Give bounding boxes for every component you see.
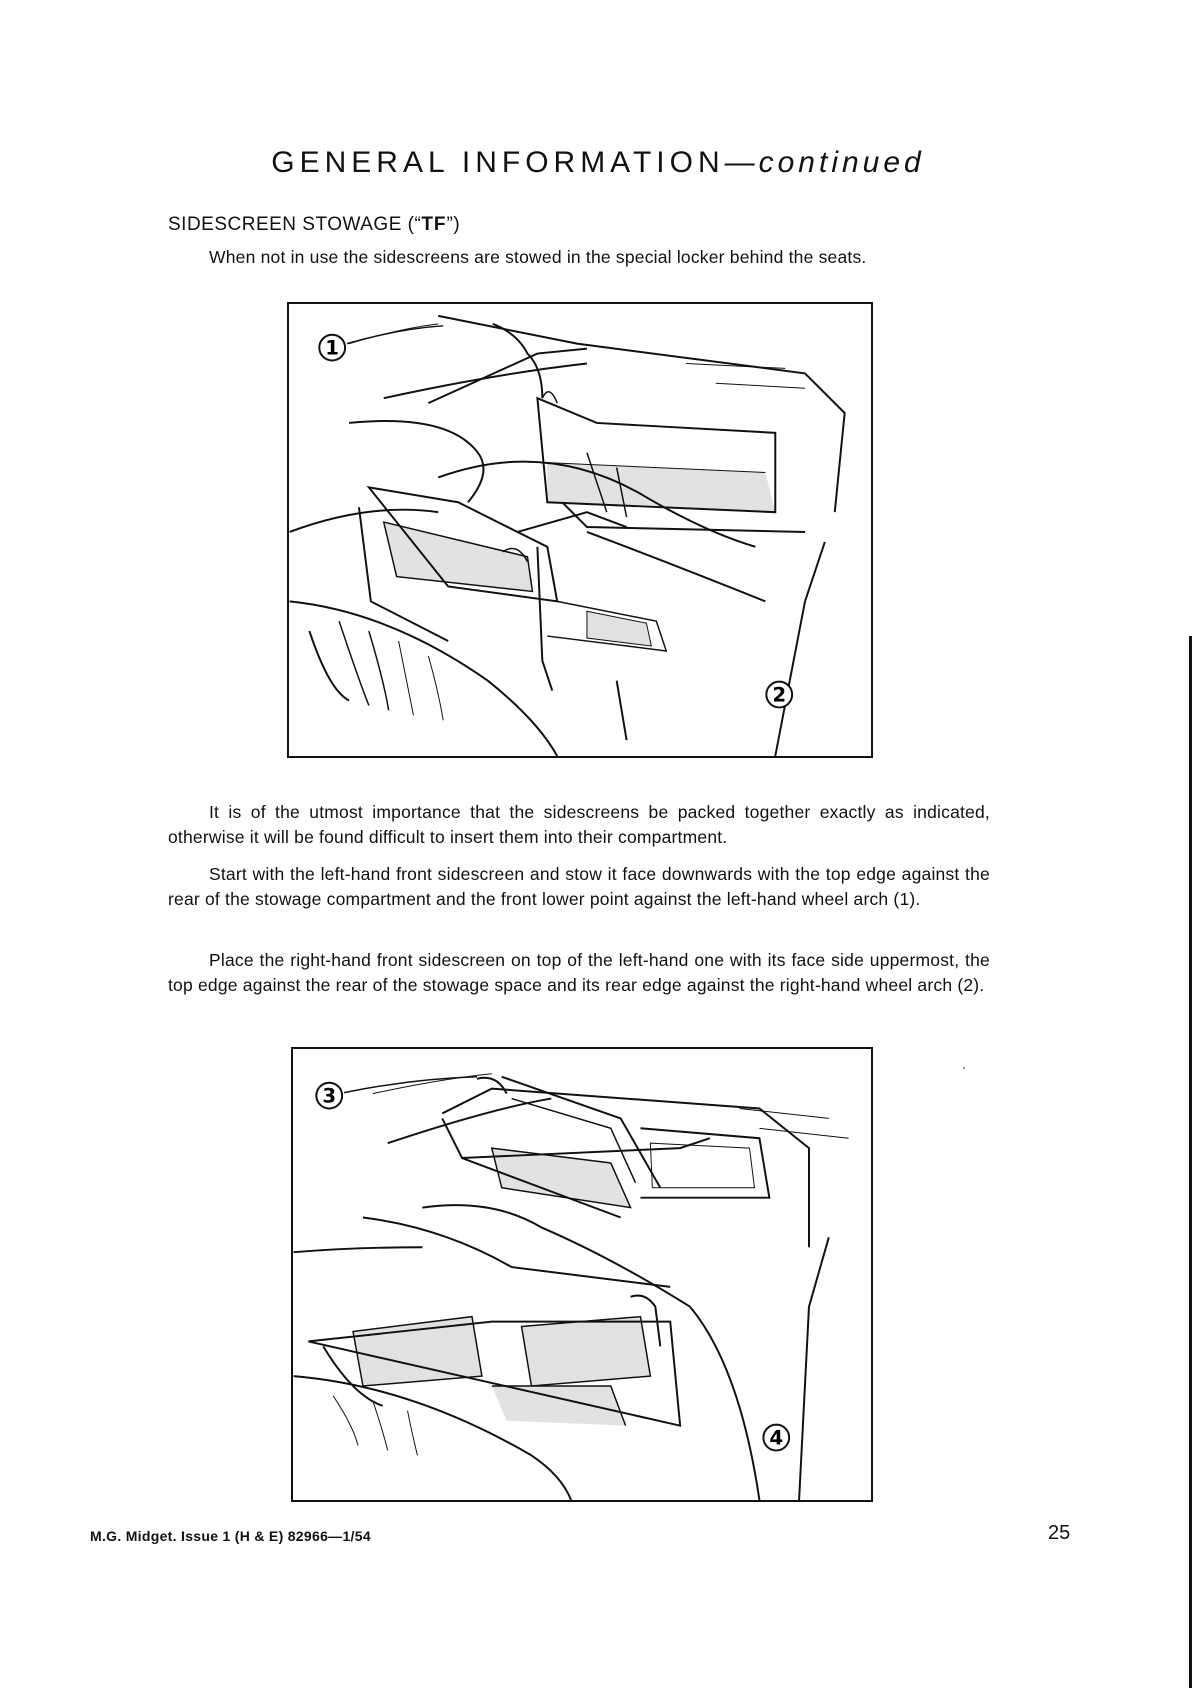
scan-edge-line: [1189, 636, 1192, 1688]
callout-1: [319, 326, 443, 361]
page-number: 25: [1048, 1522, 1071, 1544]
heading-main: GENERAL INFORMATION: [271, 146, 725, 179]
section-title-model: TF: [421, 214, 447, 235]
section-intro: When not in use the sidescreens are stowed in the special locker behind the seats.: [209, 247, 867, 267]
paragraph-importance: It is of the utmost importance that the sidescreens be packed together exactly as indicated, otherwise it will be found difficult to insert them into their compartment.: [168, 802, 990, 847]
illustration-sidescreen-locker-top: [289, 304, 871, 756]
paragraph-right-hand-screen: Place the right-hand front sidescreen on top of the left-hand one with its face side uppermost, the top edge against the rear of the stowage space and its rear edge against the right-hand wheel arch (2).: [168, 950, 990, 995]
scan-speck: [963, 1067, 965, 1069]
figure-sidescreen-stowage-3-4: [291, 1047, 873, 1502]
page-heading: [0, 146, 1196, 180]
callout-4: [763, 1425, 789, 1451]
callout-2: [766, 682, 792, 708]
section-title: [168, 214, 460, 236]
callout-4-label: 4: [769, 1426, 784, 1450]
section-title-suffix: ”): [446, 214, 461, 235]
callout-3: [316, 1077, 477, 1109]
callout-3-label: 3: [322, 1084, 337, 1108]
section-title-prefix: SIDESCREEN STOWAGE (“: [168, 214, 422, 235]
footer-publication-info: M.G. Midget. Issue 1 (H & E) 82966—1/54: [90, 1528, 371, 1544]
illustration-sidescreen-locker-bottom: [293, 1049, 871, 1500]
callout-2-label: 2: [772, 683, 787, 707]
callout-1-label: 1: [325, 336, 340, 360]
paragraph-left-hand-screen: Start with the left-hand front sidescreen and stow it face downwards with the top edge against the rear of the stowage compartment and the front lower point against the left-hand wheel arch (1).: [168, 864, 990, 909]
heading-continued: —continued: [724, 146, 925, 179]
figure-sidescreen-stowage-1-2: [287, 302, 873, 758]
